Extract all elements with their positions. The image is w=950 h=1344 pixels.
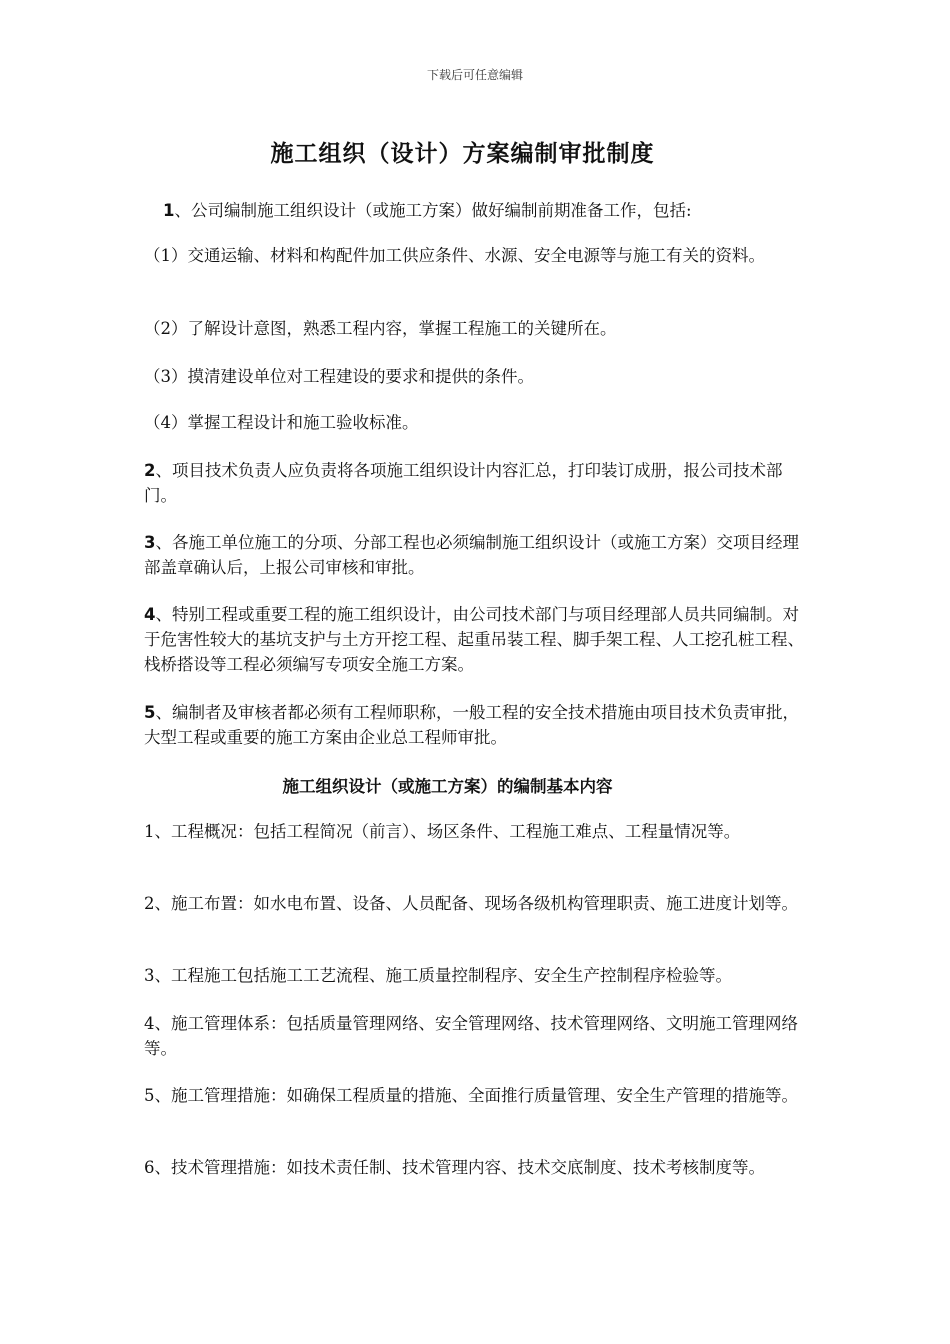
rule-4-number: 4 <box>144 605 156 624</box>
content-item-2: 2、施工布置：如水电布置、设备、人员配备、现场各级机构管理职责、施工进度计划等。 <box>144 894 798 913</box>
rule-5-number: 5 <box>144 703 156 722</box>
rule-4 <box>144 602 812 677</box>
rule-4-text: 、特别工程或重要工程的施工组织设计，由公司技术部门与项目经理部人员共同编制。对于危害性较大的基坑支护与土方开挖工程、起重吊装工程、脚手架工程、人工挖孔桩工程、栈桥搭设等工程必须编写专项安全施工方案。 <box>144 605 804 674</box>
contents-section-title: 施工组织设计（或施工方案）的编制基本内容 <box>282 777 613 796</box>
prep-item-1: （1）交通运输、材料和构配件加工供应条件、水源、安全电源等与施工有关的资料。 <box>144 246 765 265</box>
prep-item-4: （4）掌握工程设计和施工验收标准。 <box>144 413 419 432</box>
intro-number: 1 <box>163 201 175 220</box>
document-title: 施工组织（设计）方案编制审批制度 <box>270 141 655 167</box>
content-item-1: 1、工程概况：包括工程简况（前言）、场区条件、工程施工难点、工程量情况等。 <box>144 822 741 841</box>
rule-5 <box>144 700 812 750</box>
content-item-3: 3、工程施工包括施工工艺流程、施工质量控制程序、安全生产控制程序检验等。 <box>144 966 732 985</box>
rule-3-number: 3 <box>144 533 156 552</box>
prep-item-2: （2）了解设计意图，熟悉工程内容，掌握工程施工的关键所在。 <box>144 319 617 338</box>
rule-2-number: 2 <box>144 461 156 480</box>
content-item-4: 4、施工管理体系：包括质量管理网络、安全管理网络、技术管理网络、文明施工管理网络等。 <box>144 1014 798 1058</box>
content-item-5: 5、施工管理措施：如确保工程质量的措施、全面推行质量管理、安全生产管理的措施等。 <box>144 1086 798 1105</box>
rule-2 <box>144 458 812 508</box>
intro-text: 、公司编制施工组织设计（或施工方案）做好编制前期准备工作，包括: <box>174 201 692 220</box>
rule-2-text: 、项目技术负责人应负责将各项施工组织设计内容汇总，打印装订成册，报公司技术部门。 <box>144 461 783 505</box>
intro-paragraph <box>163 198 823 223</box>
header-note: 下载后可任意编辑 <box>426 68 523 82</box>
rule-5-text: 、编制者及审核者都必须有工程师职称，一般工程的安全技术措施由项目技术负责审批，大型工程或重要的施工方案由企业总工程师审批。 <box>144 703 799 747</box>
content-item-6: 6、技术管理措施：如技术责任制、技术管理内容、技术交底制度、技术考核制度等。 <box>144 1158 765 1177</box>
prep-item-3: （3）摸清建设单位对工程建设的要求和提供的条件。 <box>144 367 534 386</box>
rule-3 <box>144 530 812 580</box>
rule-3-text: 、各施工单位施工的分项、分部工程也必须编制施工组织设计（或施工方案）交项目经理部盖章确认后，上报公司审核和审批。 <box>144 533 799 577</box>
